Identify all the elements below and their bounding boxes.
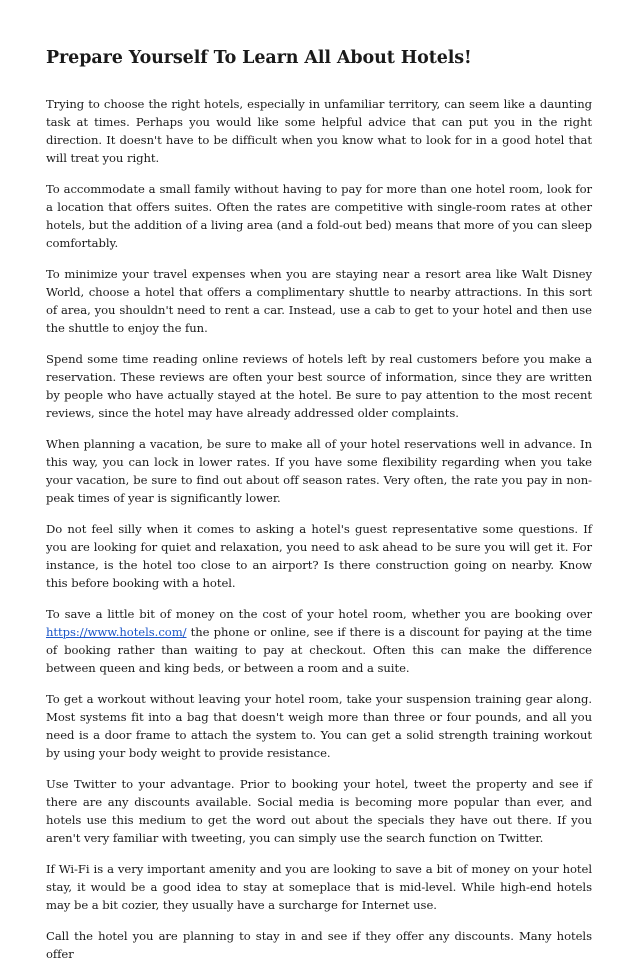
link-paragraph-before: To save a little bit of money on the cost of your hotel room, whether you are booking over xyxy=(46,607,592,621)
document-page xyxy=(46,46,592,976)
paragraph: To minimize your travel expenses when you are staying near a resort area like Walt Disney World, choose a hotel that offers a complimentary shuttle to nearby attractions. In this sort of area, you shouldn't need to rent a car. Instead, use a cab to get to your hotel and then use the shuttle to enjoy the fun. xyxy=(46,267,592,335)
hotels-link[interactable]: https://www.hotels.com/ xyxy=(46,625,187,639)
paragraph: To get a workout without leaving your hotel room, take your suspension training gear along. Most systems fit into a bag that doesn't weigh more than three or four pounds, and all you need is a door frame to attach the system to. You can get a solid strength training workout by using your body weight to provide resistance. xyxy=(46,692,592,760)
paragraph: Trying to choose the right hotels, especially in unfamiliar territory, can seem like a daunting task at times. Perhaps you would like some helpful advice that can put you in the right direction. It doesn't have to be difficult when you know what to look for in a good hotel that will treat you right. xyxy=(46,97,592,165)
paragraph: Do not feel silly when it comes to asking a hotel's guest representative some questions. If you are looking for quiet and relaxation, you need to ask ahead to be sure you will get it. For instance, is the hotel too close to an airport? Is there construction going on nearby. Know this before booking with a hotel. xyxy=(46,522,592,590)
link-paragraph-after: the phone or online, see if there is a discount for paying at the time of booking rather than waiting to pay at checkout. Often this can make the difference between queen and king beds, or between a room and a suite. xyxy=(46,625,592,675)
paragraph: When planning a vacation, be sure to make all of your hotel reservations well in advance. In this way, you can lock in lower rates. If you have some flexibility regarding when you take your vacation, be sure to find out about off season rates. Very often, the rate you pay in non-peak times of year is significantly lower. xyxy=(46,437,592,505)
paragraph: Use Twitter to your advantage. Prior to booking your hotel, tweet the property and see if there are any discounts available. Social media is becoming more popular than ever, and hotels use this medium to get the word out about the specials they have out there. If you aren't very familiar with tweeting, you can simply use the search function on Twitter. xyxy=(46,777,592,845)
paragraph: If Wi-Fi is a very important amenity and you are looking to save a bit of money on your hotel stay, it would be a good idea to stay at someplace that is mid-level. While high-end hotels may be a bit cozier, they usually have a surcharge for Internet use. xyxy=(46,862,592,912)
paragraph: To accommodate a small family without having to pay for more than one hotel room, look for a location that offers suites. Often the rates are competitive with single-room rates at other hotels, but the addition of a living area (and a fold-out bed) means that more of you can sleep comfortably. xyxy=(46,182,592,250)
paragraph: Spend some time reading online reviews of hotels left by real customers before you make a reservation. These reviews are often your best source of information, since they are written by people who have actually stayed at the hotel. Be sure to pay attention to the most recent reviews, since the hotel may have already addressed older complaints. xyxy=(46,352,592,420)
document-title: Prepare Yourself To Learn All About Hotels! xyxy=(46,48,472,68)
paragraph-with-link xyxy=(46,605,592,677)
paragraph: Call the hotel you are planning to stay in and see if they offer any discounts. Many hotels offer xyxy=(46,929,592,961)
